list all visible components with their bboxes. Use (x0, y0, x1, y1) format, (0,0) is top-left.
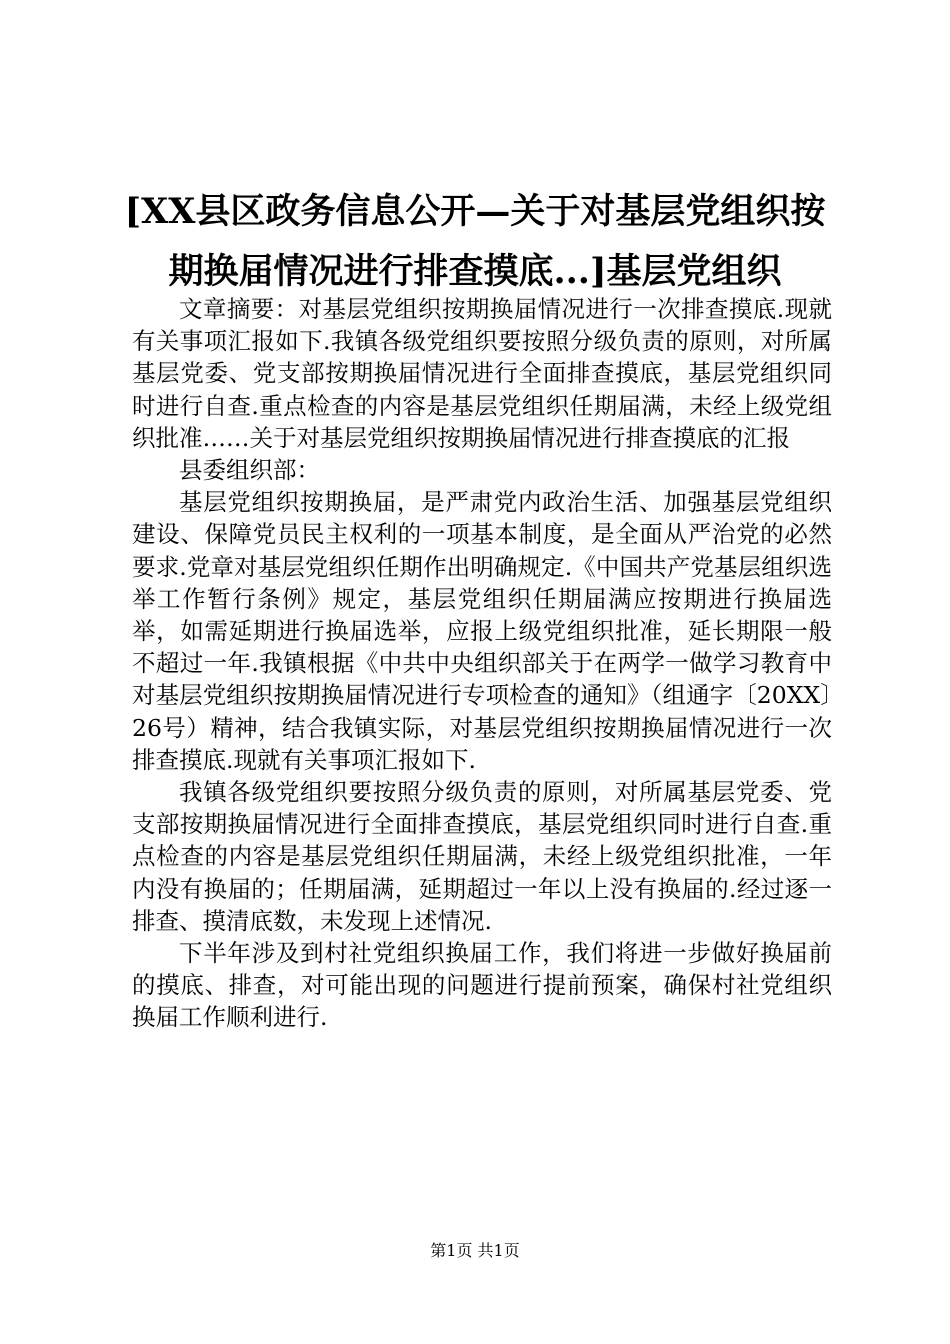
document-title-line-1: [XX县区政务信息公开—关于对基层党组织按 (124, 191, 826, 232)
paragraph-salutation: 县委组织部： (179, 456, 320, 485)
paragraph-next-steps: 下半年涉及到村社党组织换届工作，我们将进一步做好换届前的摸底、排查，对可能出现的问题进行提前预案，确保村社党组织换届工作顺利进行. (132, 939, 832, 1032)
document-title-line-2: 期换届情况进行排查摸底...]基层党组织 (168, 251, 782, 292)
paragraph-inspection: 我镇各级党组织要按照分级负责的原则，对所属基层党委、党支部按期换届情况进行全面排查摸底，基层党组织同时进行自查.重点检查的内容是基层党组织任期届满，未经上级党组织批准，一年内没有换届的；任期届满，延期超过一年以上没有换届的.经过逐一排查、摸清底数，未发现上述情况. (132, 778, 832, 935)
paragraph-background: 基层党组织按期换届，是严肃党内政治生活、加强基层党组织建设、保障党员民主权利的一项基本制度，是全面从严治党的必然要求.党章对基层党组织任期作出明确规定.《中国共产党基层组织选举工作暂行条例》规定，基层党组织任期届满应按期进行换届选举，如需延期进行换届选举，应报上级党组织批准，延长期限一般不超过一年.我镇根据《中共中央组织部关于在两学一做学习教育中对基层党组织按期换届情况进行专项检查的通知》（组通字〔20XX〕26号）精神，结合我镇实际，对基层党组织按期换届情况进行一次排查摸底.现就有关事项汇报如下. (132, 488, 832, 774)
paragraph-abstract: 文章摘要：对基层党组织按期换届情况进行一次排查摸底.现就有关事项汇报如下.我镇各级党组织要按照分级负责的原则，对所属基层党委、党支部按期换届情况进行全面排查摸底，基层党组织同时进行自查.重点检查的内容是基层党组织任期届满，未经上级党组织批准……关于对基层党组织按期换届情况进行排查摸底的汇报 (132, 295, 832, 452)
document-body (132, 293, 832, 1034)
document-title (110, 182, 840, 302)
page-footer: 第1页 共1页 (430, 1241, 520, 1260)
